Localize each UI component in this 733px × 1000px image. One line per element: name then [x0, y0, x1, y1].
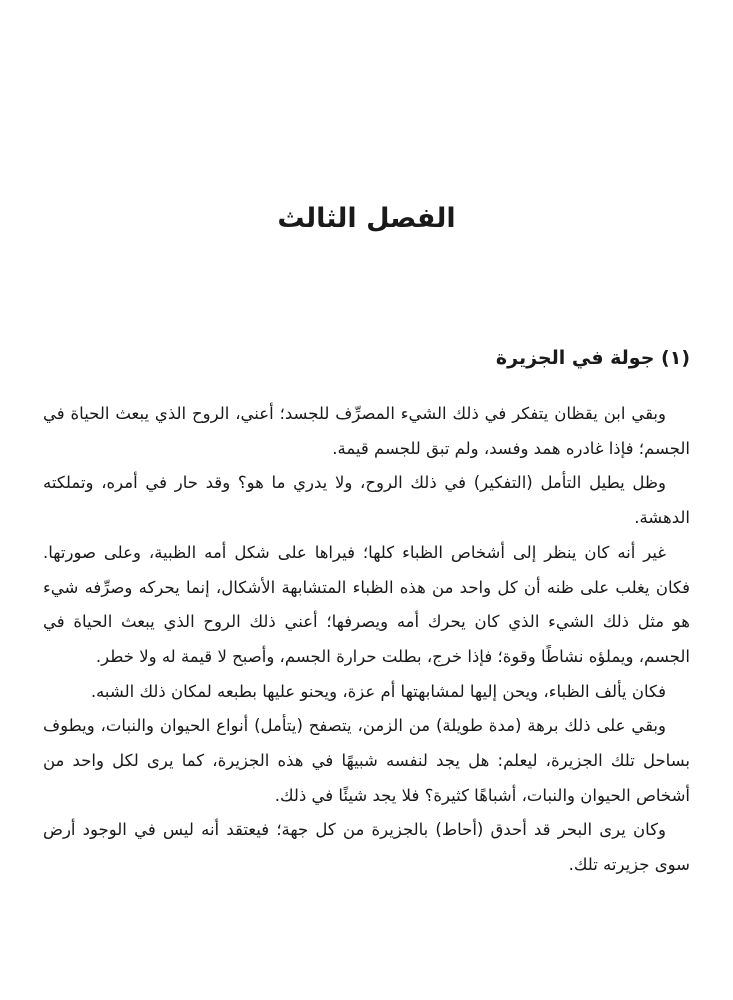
paragraph: وبقي ابن يقظان يتفكر في ذلك الشيء المصرِّف للجسد؛ أعني، الروح الذي يبعث الحياة في الجسم؛ فإذا غادره همد وفسد، ولم تبق للجسم قيمة.: [43, 404, 690, 458]
section-heading: (١) جولة في الجزيرة: [495, 347, 690, 369]
paragraph: فكان يألف الظباء، ويحن إليها لمشابهتها أم عزة، ويحنو عليها بطبعه لمكان ذلك الشبه.: [90, 681, 666, 701]
body-text: [43, 397, 690, 883]
paragraph: وبقي على ذلك برهة (مدة طويلة) من الزمن، يتصفح (يتأمل) أنواع الحيوان والنبات، ويطوف بساحل تلك الجزيرة، ليعلم: هل يجد لنفسه شبيهًا في هذه الجزيرة، كما يرى لكل واحد من أشخاص الحيوان والنبات، أشباهًا كثيرة؟ فلا يجد شيئًا في ذلك.: [43, 716, 690, 805]
paragraph: غير أنه كان ينظر إلى أشخاص الظباء كلها؛ فيراها على شكل أمه الظبية، وعلى صورتها. فكان يغلب على ظنه أن كل واحد من هذه الظباء المتشابهة الأشكال، إنما يحركه وصرِّفه شيء هو مثل ذلك الشيء الذي كان يحرك أمه ويصرفها؛ أعني ذلك الروح الذي يبعث الحياة في الجسم، ويملؤه نشاطًا وقوة؛ فإذا خرج، بطلت حرارة الجسم، وأصبح لا قيمة له ولا خطر.: [43, 542, 690, 666]
chapter-title: الفصل الثالث: [277, 203, 456, 234]
paragraph: وظل يطيل التأمل (التفكير) في ذلك الروح، ولا يدري ما هو؟ وقد حار في أمره، وتملكته الدهشة.: [43, 473, 690, 528]
paragraph: وكان يرى البحر قد أحدق (أحاط) بالجزيرة من كل جهة؛ فيعتقد أنه ليس في الوجود أرض سوى جزيرته تلك.: [43, 820, 690, 875]
